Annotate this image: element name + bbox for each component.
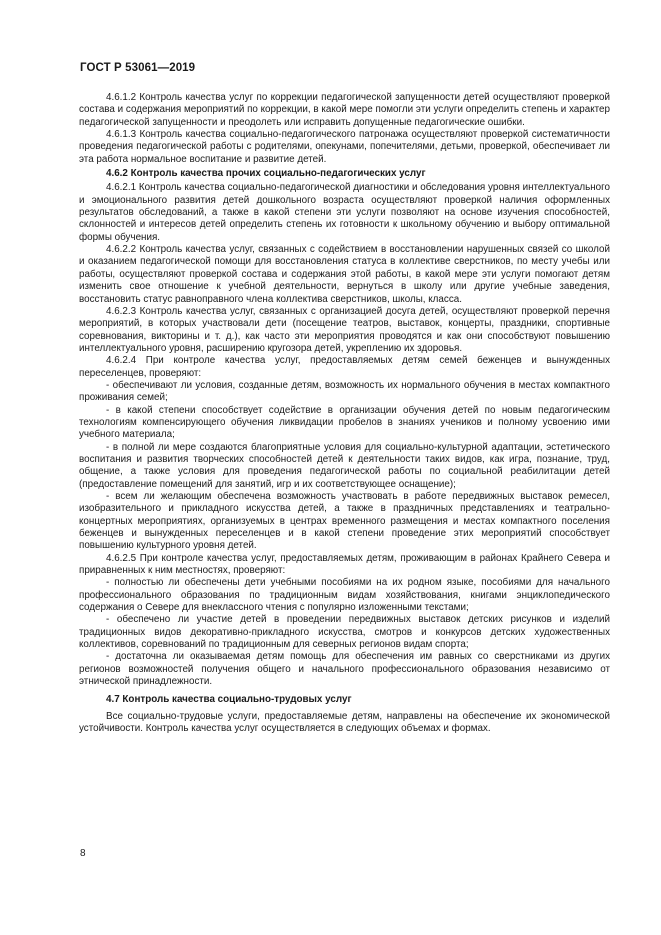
document-header: ГОСТ Р 53061—2019 — [80, 62, 196, 74]
clause-4-6-2-2: 4.6.2.2 Контроль качества услуг, связанных с содействием в восстановлении нарушенных связей со школой и оказанием педагогической помощи для восстановления статуса в коллективе сверстников, по месту учебы или работы, осуществляют проверкой состава и содержания этой работы, в какой мере эти услуги помогают детям изменить свое отношение к учебной деятельности, вернуться в школу или другие учебные заведения, восстановить статус равноправного члена коллектива сверстников, школы, класса. — [79, 244, 610, 305]
clause-4-6-2-4: 4.6.2.4 При контроле качества услуг, предоставляемых детям семей беженцев и вынужденных переселенцев, проверяют: — [79, 355, 610, 379]
clause-4-6-1-3: 4.6.1.3 Контроль качества социально-педагогического патронажа осуществляют проверкой систематичности проведения педагогической работы с родителями, опекунами, попечителями, детьми, проверкой, обеспечивает ли эта работа нормальное воспитание и развитие детей. — [79, 129, 610, 165]
section-heading-4-7: 4.7 Контроль качества социально-трудовых услуг — [106, 693, 352, 705]
section-heading-4-6-2: 4.6.2 Контроль качества прочих социально-педагогических услуг — [106, 168, 426, 180]
clause-4-6-2-1: 4.6.2.1 Контроль качества социально-педагогической диагностики и обследования уровня интеллектуального и эмоционального развития детей дошкольного возраста осуществляют проверкой наличия оформленных результатов обследований, а также в какой степени эти услуги позволяют на основе изучения способностей, склонностей и интересов детей определить степень их готовности к школьному обучению и выбору оптимальной формы обучения. — [79, 182, 610, 243]
section-4-7-intro: Все социально-трудовые услуги, предоставляемые детям, направлены на обеспечение их экономической устойчивости. Контроль качества услуг осуществляется в следующих объемах и формах. — [79, 710, 610, 735]
document-body — [79, 92, 610, 736]
clause-4-6-1-2: 4.6.1.2 Контроль качества услуг по коррекции педагогической запущенности детей осуществляют проверкой состава и содержания мероприятий по коррекции, в какой мере помогли эти услуги определить степень и характер педагогической запущенности и преодолеть или исправить допущенные педагогические ошибки. — [79, 92, 610, 128]
list-item: - в полной ли мере создаются благоприятные условия для социально-культурной адаптации, эстетического воспитания и развития творческих способностей детей к деятельности таких видов, как игра, познание, труд, общение, а также условия для проведения педагогической работы по социальной реабилитации детей (предоставление помещений для занятий, игр и их соответствующее оснащение); — [79, 441, 610, 490]
list-item: - в какой степени способствует содействие в организации обучения детей по новым педагогическим технологиям компенсирующего обучения ликвидации пробелов в знаниях учеников и полному усвоению ими учебного материала; — [79, 404, 610, 441]
list-item: - обеспечивают ли условия, созданные детям, возможность их нормального обучения в местах компактного проживания семей; — [79, 379, 610, 404]
list-item: - всем ли желающим обеспечена возможность участвовать в работе передвижных выставок ремесел, изобразительного и прикладного искусства детей, а также в праздничных представлениях и театрально-концертных мероприятиях, организуемых в центрах временного размещения и местах компактного поселения беженцев и вынужденных переселенцев и в какой степени проведение этих мероприятий способствует повышению культурного уровня детей. — [79, 491, 610, 552]
page-number: 8 — [80, 848, 86, 859]
clause-4-6-2-3: 4.6.2.3 Контроль качества услуг, связанных с организацией досуга детей, осуществляют проверкой перечня мероприятий, в которых участвовали дети (посещение театров, выставок, концерты, праздники, спортивные соревнования, викторины и т. д.), как часто эти мероприятия проводятся и как они способствуют повышению интеллектуального уровня, расширению кругозора детей, укреплению их здоровья. — [79, 305, 610, 354]
list-item: - полностью ли обеспечены дети учебными пособиями на их родном языке, пособиями для начального профессионального образования по традиционным видам хозяйствования, книгами энциклопедического содержания о Севере для внеклассного чтения с популярно изложенными текстами; — [79, 577, 610, 614]
list-item: - обеспечено ли участие детей в проведении передвижных выставок детских рисунков и изделий традиционных видов декоративно-прикладного искусства, смотров и конкурсов детских художественных коллективов, соревнований по традиционным для северных регионов видам спорта; — [79, 614, 610, 651]
clause-4-6-2-5: 4.6.2.5 При контроле качества услуг, предоставляемых детям, проживающим в районах Крайнего Севера и приравненных к ним местностях, проверяют: — [79, 552, 610, 577]
list-item: - достаточна ли оказываемая детям помощь для обеспечения им равных со сверстниками из других регионов возможностей получения общего и начального профессионального образования независимо от этнической принадлежности. — [79, 651, 610, 688]
